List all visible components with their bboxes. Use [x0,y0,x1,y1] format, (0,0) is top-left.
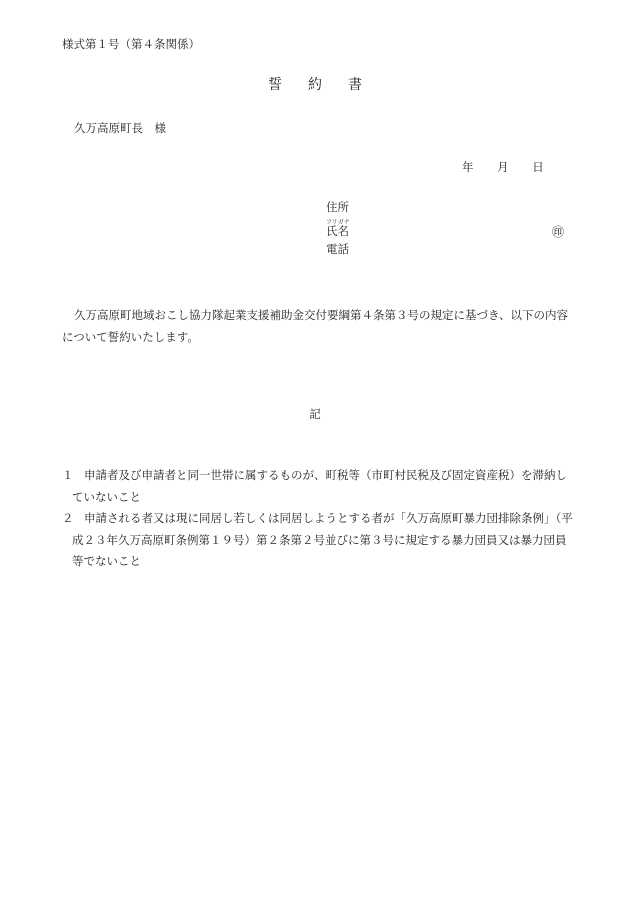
date-line: 年 月 日 [462,160,544,174]
pledge-item [62,465,576,508]
phone-label: 電話 [326,242,349,256]
address-label: 住所 [326,200,349,214]
document-title: 誓約書 [268,77,388,93]
ki-heading: 記 [309,407,321,421]
addressee: 久万高原町長 様 [74,121,166,135]
name-label: 氏名 [326,224,349,238]
form-number: 様式第１号（第４条関係） [62,37,200,51]
item-text: 申請される者又は現に同居し若しくは同居しようとする者が「久万高原町暴力団排除条例」（平成２３年久万高原町条例第１９号）第２条第２号並びに第３号に規定する暴力団員又は暴力団員等でないこと [72,511,573,568]
seal-icon: ㊞ [551,225,564,239]
name-furigana: フリガナ [326,219,350,226]
item-number: ２ [62,511,74,525]
pledge-body: 久万高原町地域おこし協力隊起業支援補助金交付要綱第４条第３号の規定に基づき、以下の内容について誓約いたします。 [62,308,569,344]
item-number: １ [62,468,74,482]
pledge-item [62,508,576,573]
item-text: 申請者及び申請者と同一世帯に属するものが、町税等（市町村民税及び固定資産税）を滞納していないこと [72,468,567,504]
